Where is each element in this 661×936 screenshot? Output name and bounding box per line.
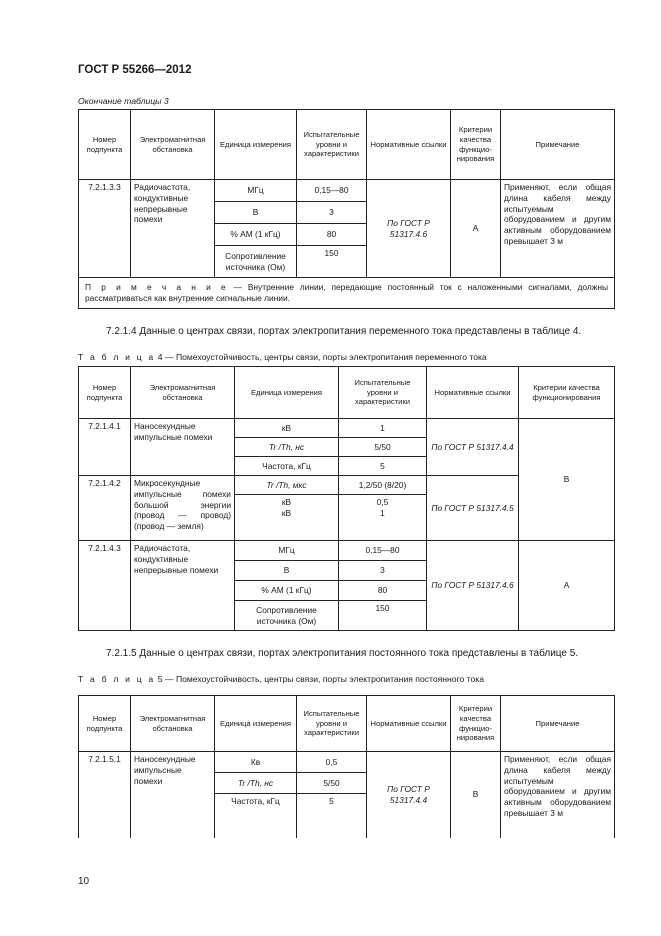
col-header: Электромагнитная обстановка bbox=[131, 696, 215, 752]
level-cell: 0,15—80 bbox=[297, 180, 367, 202]
row-number: 7.2.1.4.2 bbox=[79, 476, 131, 541]
level-cell: 0,15—80 bbox=[339, 541, 427, 561]
col-header: Примечание bbox=[501, 110, 615, 180]
unit-cell: Tr /Th, нс bbox=[235, 438, 339, 457]
unit-cell: Сопротивление источника (Ом) bbox=[235, 601, 339, 631]
col-header: Номер подпункта bbox=[79, 367, 131, 419]
unit-cell: % АМ (1 кГц) bbox=[235, 581, 339, 601]
col-header: Номер подпункта bbox=[79, 110, 131, 180]
table-note-row bbox=[79, 278, 615, 309]
level-cell: 150 bbox=[297, 246, 367, 278]
col-header: Единица измерения bbox=[235, 367, 339, 419]
table-row bbox=[79, 180, 615, 202]
table-row bbox=[79, 752, 615, 773]
table-header-row bbox=[79, 110, 615, 180]
level-cell: 5 bbox=[339, 457, 427, 476]
row-environment: Радиочастота, кондуктивные непрерывные помехи bbox=[131, 180, 215, 278]
col-header: Номер подпункта bbox=[79, 696, 131, 752]
table-3 bbox=[78, 109, 615, 309]
col-header: Электромагнитная обстановка bbox=[131, 367, 235, 419]
level-cell: 1,2/50 (8/20) bbox=[339, 476, 427, 495]
table-row bbox=[79, 419, 615, 438]
col-header: Нормативные ссылки bbox=[427, 367, 519, 419]
criterion-cell: А bbox=[519, 541, 615, 631]
paragraph-7-2-1-5: 7.2.1.5 Данные о центрах связи, портах электропитания постоянного тока представлены в таблице 5. bbox=[106, 648, 579, 659]
row-environment: Наносекундные импульсные помехи bbox=[131, 752, 215, 838]
level-cell: 0,5 1 bbox=[339, 495, 427, 541]
table5-caption: Т а б л и ц а 5 — Помехоустойчивость, центры связи, порты электропитания постоянного тока bbox=[78, 674, 485, 684]
row-environment: Наносекундные импульсные помехи bbox=[131, 419, 235, 476]
table-4 bbox=[78, 366, 615, 631]
norm-reference: По ГОСТ Р 51317.4.4 bbox=[367, 752, 451, 838]
norm-reference: По ГОСТ Р 51317.4.5 bbox=[427, 476, 519, 541]
table-header-row bbox=[79, 696, 615, 752]
row-number: 7.2.1.4.3 bbox=[79, 541, 131, 631]
unit-cell: Частота, кГц bbox=[235, 457, 339, 476]
row-number: 7.2.1.4.1 bbox=[79, 419, 131, 476]
norm-reference: По ГОСТ Р 51317.4.6 bbox=[427, 541, 519, 631]
row-environment: Радиочастота, кондуктивные непрерывные помехи bbox=[131, 541, 235, 631]
level-cell: 5/50 bbox=[339, 438, 427, 457]
table-header-row bbox=[79, 367, 615, 419]
unit-cell: кВ bbox=[235, 419, 339, 438]
col-header: Электромагнитная обстановка bbox=[131, 110, 215, 180]
level-cell: 3 bbox=[339, 561, 427, 581]
level-cell: 80 bbox=[297, 224, 367, 246]
note-text: — Внутренние линии, передающие постоянный ток с наложенными сигналами, должны рассматриваться как внутренние сигнальные линии. bbox=[85, 282, 609, 303]
paragraph-7-2-1-4: 7.2.1.4 Данные о центрах связи, портах электропитания переменного тока представлены в таблице 4. bbox=[106, 326, 582, 337]
row-number: 7.2.1.5.1 bbox=[79, 752, 131, 838]
unit-cell: % АМ (1 кГц) bbox=[215, 224, 297, 246]
criterion-cell: А bbox=[451, 180, 501, 278]
col-header: Критерии качества функционирования bbox=[451, 110, 501, 180]
unit-cell: Кв bbox=[215, 752, 297, 773]
unit-cell: В bbox=[235, 561, 339, 581]
norm-reference: По ГОСТ Р 51317.4.4 bbox=[427, 419, 519, 476]
document-header: ГОСТ Р 55266—2012 bbox=[78, 64, 192, 76]
note-label: П р и м е ч а н и е bbox=[85, 282, 228, 292]
row-note: Применяют, если общая длина кабеля между испытуемым оборудованием и другим активным оборудованием превышает 3 м bbox=[501, 752, 615, 838]
unit-cell: Tr /Th, нс bbox=[215, 773, 297, 794]
col-header: Единица измерения bbox=[215, 110, 297, 180]
criterion-cell: В bbox=[451, 752, 501, 838]
level-cell: 80 bbox=[339, 581, 427, 601]
level-cell: 5 bbox=[297, 794, 367, 838]
level-cell: 0,5 bbox=[297, 752, 367, 773]
col-header: Испытательные уровни и характеристики bbox=[339, 367, 427, 419]
col-header: Испытательные уровни и характеристики bbox=[297, 696, 367, 752]
page-number: 10 bbox=[78, 876, 90, 887]
level-cell: 5/50 bbox=[297, 773, 367, 794]
unit-cell: В bbox=[215, 202, 297, 224]
unit-cell: Частота, кГц bbox=[215, 794, 297, 838]
table-row bbox=[79, 541, 615, 561]
unit-cell: МГц bbox=[235, 541, 339, 561]
unit-cell: МГц bbox=[215, 180, 297, 202]
col-header: Испытательные уровни и характеристики bbox=[297, 110, 367, 180]
col-header: Примечание bbox=[501, 696, 615, 752]
table4-caption: Т а б л и ц а 4 — Помехоустойчивость, центры связи, порты электропитания переменного тока bbox=[78, 352, 487, 362]
table-5 bbox=[78, 695, 615, 838]
level-cell: 3 bbox=[297, 202, 367, 224]
level-cell: 150 bbox=[339, 601, 427, 631]
row-environment: Микросекундные импульсные помехи большой энергии (провод — провод) (провод — земля) bbox=[131, 476, 235, 541]
unit-cell: Tr /Th, мкс bbox=[235, 476, 339, 495]
norm-reference: По ГОСТ Р 51317.4.6 bbox=[367, 180, 451, 278]
col-header: Нормативные ссылки bbox=[367, 696, 451, 752]
col-header: Критерии качества функционирования bbox=[451, 696, 501, 752]
col-header: Нормативные ссылки bbox=[367, 110, 451, 180]
row-note: Применяют, если общая длина кабеля между испытуемым оборудованием и другим активным оборудованием превышает 3 м bbox=[501, 180, 615, 278]
criterion-cell: В bbox=[519, 419, 615, 541]
col-header: Критерии качества функционирования bbox=[519, 367, 615, 419]
row-number: 7.2.1.3.3 bbox=[79, 180, 131, 278]
table3-caption: Окончание таблицы 3 bbox=[78, 96, 169, 106]
col-header: Единица измерения bbox=[215, 696, 297, 752]
level-cell: 1 bbox=[339, 419, 427, 438]
unit-cell: кВ кВ bbox=[235, 495, 339, 541]
unit-cell: Сопротивление источника (Ом) bbox=[215, 246, 297, 278]
table-note bbox=[79, 278, 615, 309]
